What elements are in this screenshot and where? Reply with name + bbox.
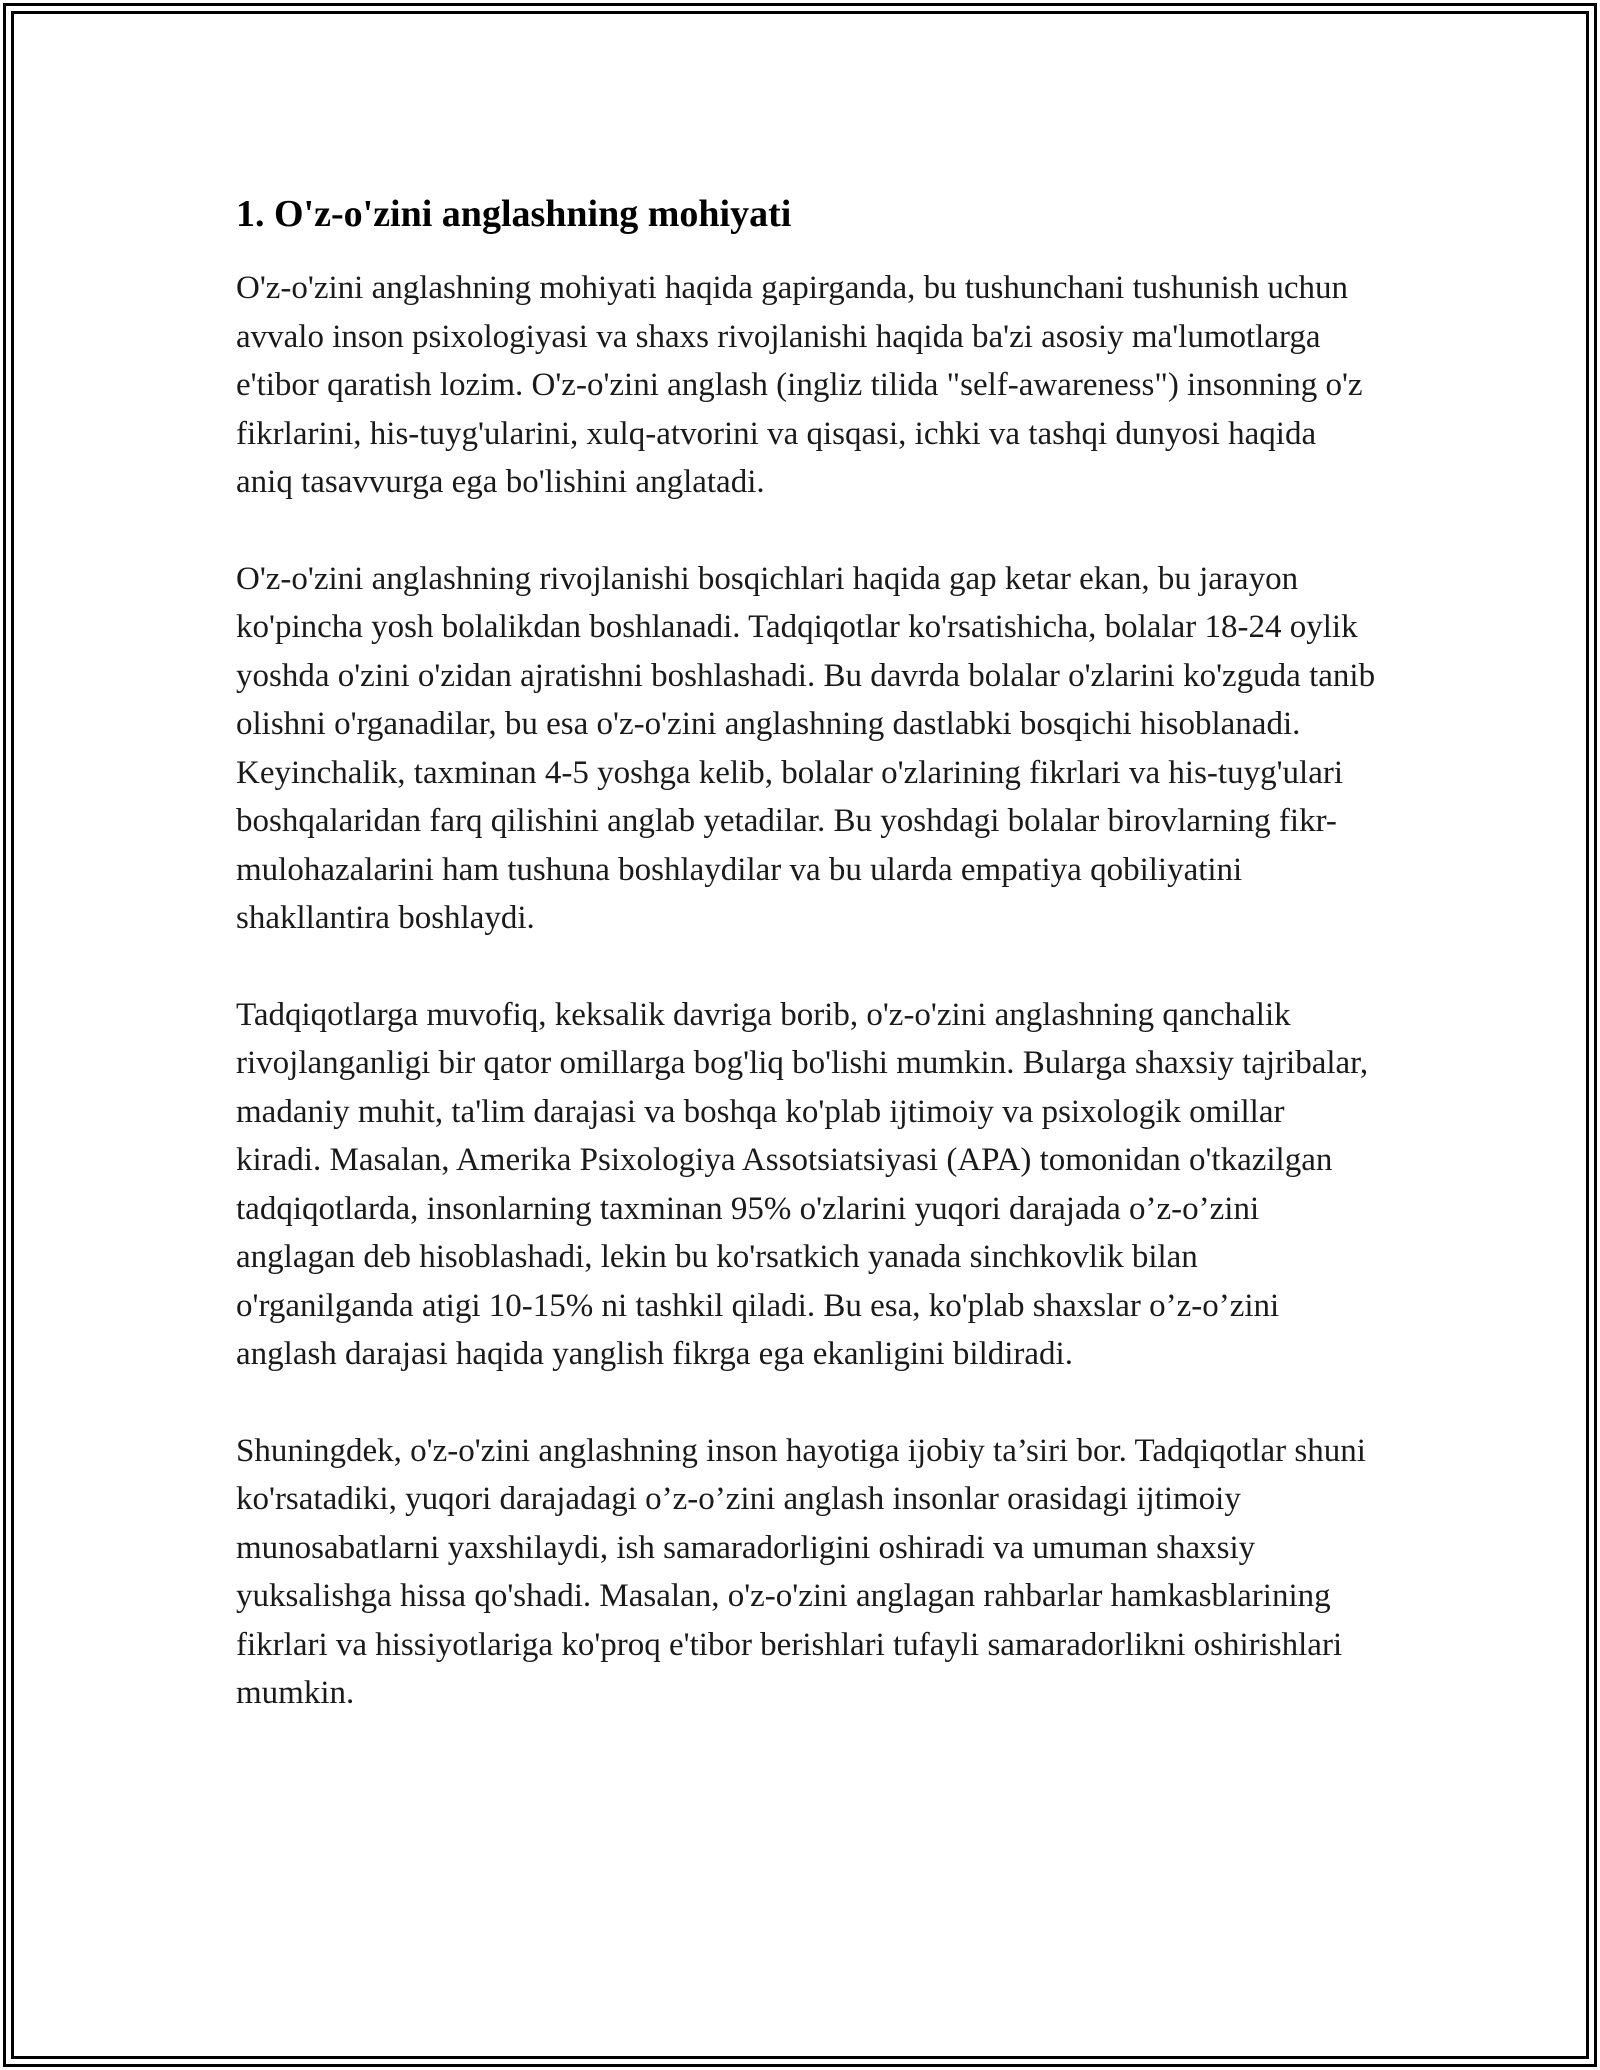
document-body [236, 186, 1376, 1766]
paragraph-4: Shuningdek, o'z-o'zini anglashning inson hayotiga ijobiy ta’siri bor. Tadqiqotlar shuni ko'rsatadiki, yuqori darajadagi o’z-o’zini anglash insonlar orasidagi ijtimoiy munosabatlarni yaxshilaydi, ish samaradorligini oshiradi va umuman shaxsiy yuksalishga hissa qo'shadi. Masalan, o'z-o'zini anglagan rahbarlar hamkasblarining fikrlari va hissiyotlariga ko'proq e'tibor berishlari tufayli samaradorlikni oshirishlari mumkin. [236, 1432, 1366, 1711]
paragraph-1: O'z-o'zini anglashning mohiyati haqida gapirganda, bu tushunchani tushunish uchun avvalo inson psixologiyasi va shaxs rivojlanishi haqida ba'zi asosiy ma'lumotlarga e'tibor qaratish lozim. O'z-o'zini anglash (ingliz tilida "self-awareness") insonning o'z fikrlarini, his-tuyg'ularini, xulq-atvorini va qisqasi, ichki va tashqi dunyosi haqida aniq tasavvurga ega bo'lishini anglatadi. [236, 270, 1363, 500]
paragraph-2: O'z-o'zini anglashning rivojlanishi bosqichlari haqida gap ketar ekan, bu jarayon ko'pincha yosh bolalikdan boshlanadi. Tadqiqotlar ko'rsatishicha, bolalar 18-24 oylik yoshda o'zini o'zidan ajratishni boshlashadi. Bu davrda bolalar o'zlarini ko'zguda tanib olishni o'rganadilar, bu esa o'z-o'zini anglashning dastlabki bosqichi hisoblanadi. Keyinchalik, taxminan 4-5 yoshga kelib, bolalar o'zlarining fikrlari va his-tuyg'ulari boshqalaridan farq qilishini anglab yetadilar. Bu yoshdagi bolalar birovlarning fikr-mulohazalarini ham tushuna boshlaydilar va bu ularda empatiya qobiliyatini shakllantira boshlaydi. [236, 560, 1376, 936]
paragraph-3: Tadqiqotlarga muvofiq, keksalik davriga borib, o'z-o'zini anglashning qanchalik rivojlanganligi bir qator omillarga bog'liq bo'lishi mumkin. Bularga shaxsiy tajribalar, madaniy muhit, ta'lim darajasi va boshqa ko'plab ijtimoiy va psixologik omillar kiradi. Masalan, Amerika Psixologiya Assotsiatsiyasi (APA) tomonidan o'tkazilgan tadqiqotlarda, insonlarning taxminan 95% o'zlarini yuqori darajada o’z-o’zini anglagan deb hisoblashadi, lekin bu ko'rsatkich yanada sinchkovlik bilan o'rganilganda atigi 10-15% ni tashkil qiladi. Bu esa, ko'plab shaxslar o’z-o’zini anglash darajasi haqida yanglish fikrga ega ekanligini bildiradi. [236, 996, 1369, 1372]
section-heading: 1. O'z-o'zini anglashning mohiyati [236, 193, 792, 235]
